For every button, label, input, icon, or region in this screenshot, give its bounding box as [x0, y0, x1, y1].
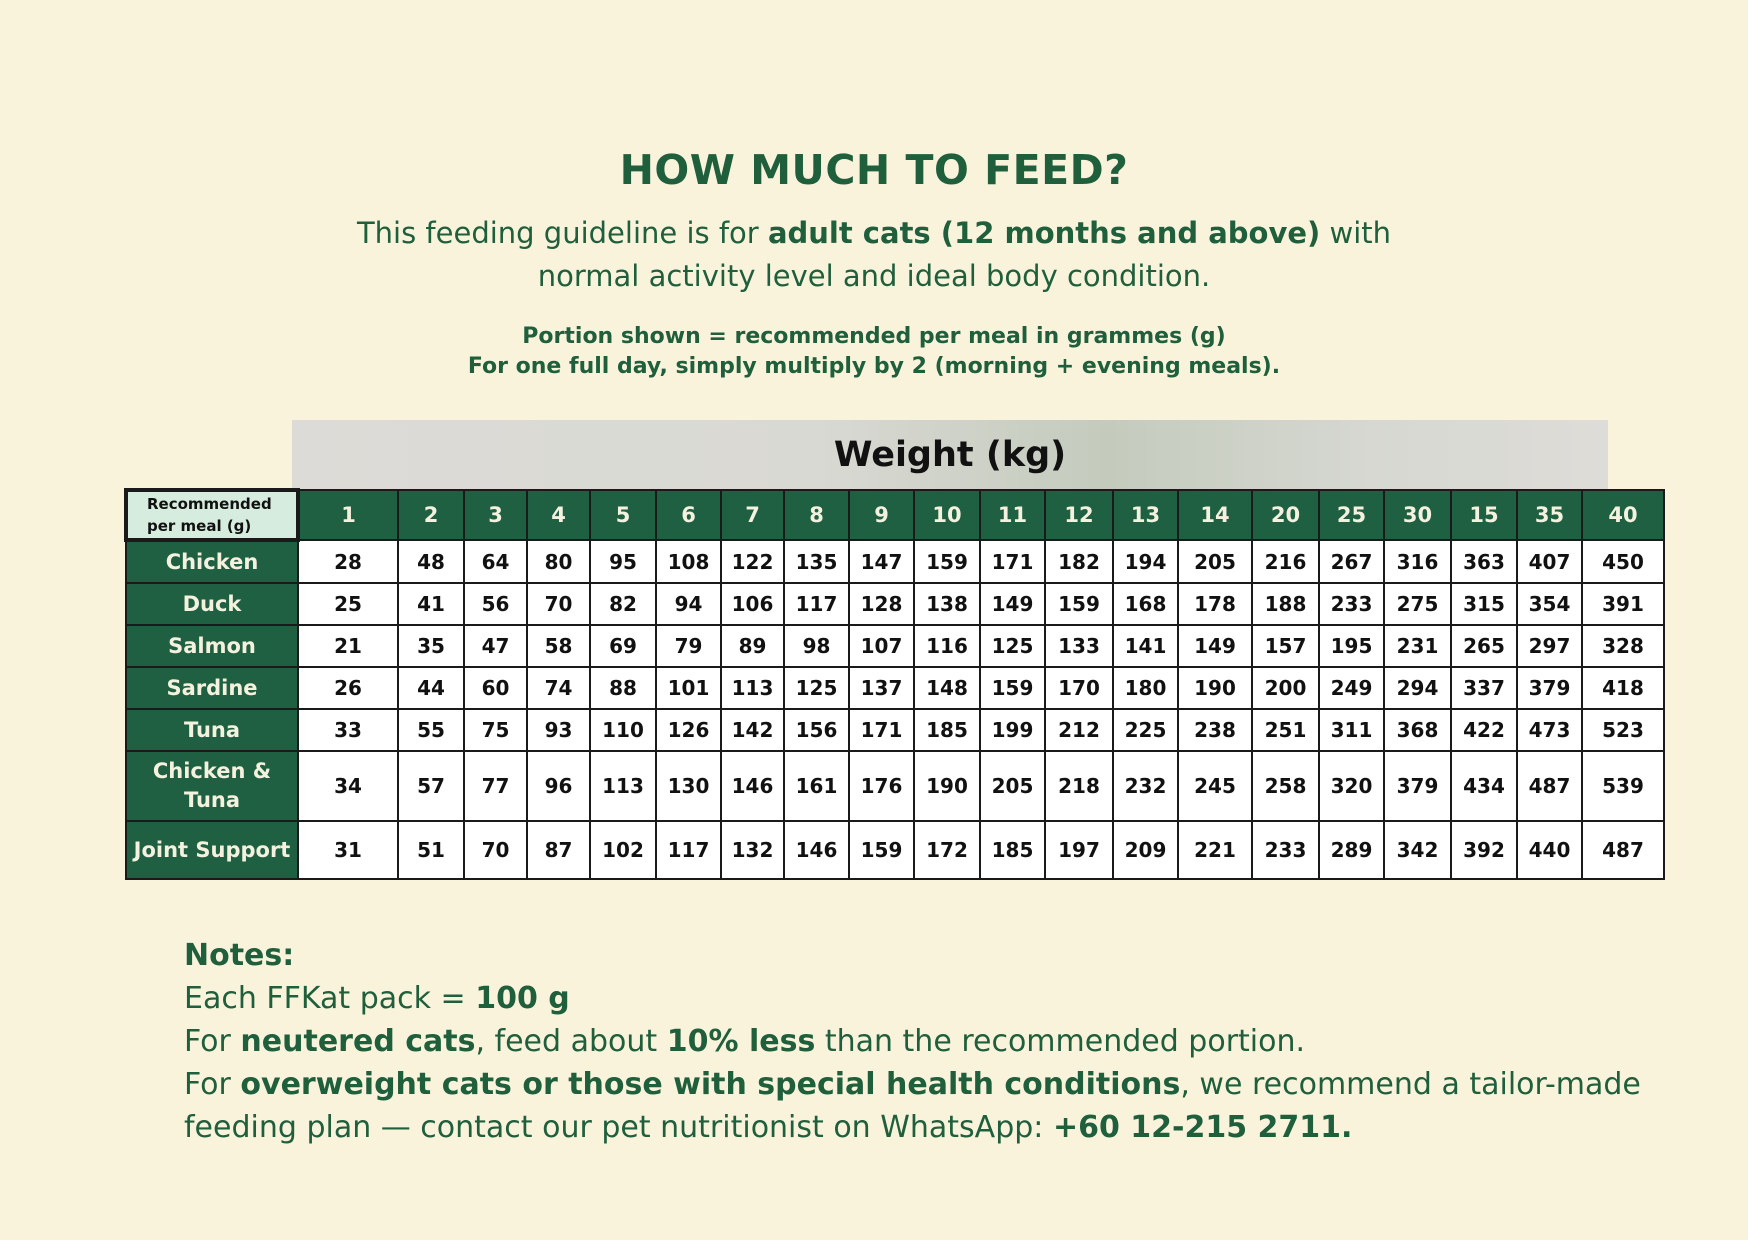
table-cell: 392	[1451, 821, 1517, 879]
table-cell: 93	[527, 709, 590, 751]
neutered-bold: neutered cats	[240, 1024, 476, 1059]
table-row	[126, 821, 1664, 879]
table-cell: 391	[1582, 583, 1664, 625]
table-cell: 199	[980, 709, 1045, 751]
phone-number: +60 12-215 2711.	[1052, 1110, 1353, 1145]
row-label: Duck	[126, 583, 298, 625]
table-cell: 316	[1384, 540, 1451, 583]
table-cell: 265	[1451, 625, 1517, 667]
note-contact	[184, 1106, 1684, 1149]
table-cell: 122	[721, 540, 784, 583]
table-cell: 171	[849, 709, 914, 751]
table-cell: 233	[1319, 583, 1384, 625]
weight-header-cell: 2	[398, 490, 464, 540]
feeding-table	[124, 488, 1665, 880]
table-cell: 190	[914, 751, 980, 821]
table-cell: 212	[1045, 709, 1113, 751]
table-cell: 34	[298, 751, 398, 821]
intro-after: with	[1320, 216, 1392, 250]
table-cell: 188	[1252, 583, 1319, 625]
table-cell: 33	[298, 709, 398, 751]
table-cell: 159	[849, 821, 914, 879]
table-cell: 473	[1517, 709, 1582, 751]
table-cell: 130	[656, 751, 721, 821]
table-cell: 106	[721, 583, 784, 625]
table-cell: 156	[784, 709, 849, 751]
weight-header-cell: 20	[1252, 490, 1319, 540]
weight-header-cell: 3	[464, 490, 527, 540]
note-overweight	[184, 1063, 1684, 1106]
table-row	[126, 751, 1664, 821]
table-cell: 60	[464, 667, 527, 709]
table-cell: 117	[784, 583, 849, 625]
intro-text	[274, 212, 1474, 298]
table-cell: 95	[590, 540, 656, 583]
table-cell: 101	[656, 667, 721, 709]
table-cell: 232	[1113, 751, 1178, 821]
row-label: Joint Support	[126, 821, 298, 879]
weight-header-cell: 4	[527, 490, 590, 540]
weight-header-cell: 1	[298, 490, 398, 540]
table-cell: 200	[1252, 667, 1319, 709]
table-cell: 422	[1451, 709, 1517, 751]
table-cell: 159	[914, 540, 980, 583]
row-label: Sardine	[126, 667, 298, 709]
weight-header-cell: 12	[1045, 490, 1113, 540]
corner-label	[126, 490, 298, 540]
weight-header-cell: 15	[1451, 490, 1517, 540]
table-cell: 128	[849, 583, 914, 625]
table-cell: 440	[1517, 821, 1582, 879]
neutered-percent: 10% less	[666, 1024, 816, 1059]
table-cell: 434	[1451, 751, 1517, 821]
overweight-text-1: For	[184, 1067, 241, 1102]
intro-before: This feeding guideline is for	[356, 216, 768, 250]
table-cell: 41	[398, 583, 464, 625]
row-label-line1: Chicken &	[152, 759, 272, 783]
table-cell: 87	[527, 821, 590, 879]
table-cell: 98	[784, 625, 849, 667]
table-cell: 176	[849, 751, 914, 821]
intro-bold: adult cats (12 months and above)	[767, 216, 1321, 250]
overweight-text-2: , we recommend a tailor-made	[1180, 1067, 1641, 1102]
table-cell: 148	[914, 667, 980, 709]
table-cell: 190	[1178, 667, 1252, 709]
table-cell: 74	[527, 667, 590, 709]
table-cell: 233	[1252, 821, 1319, 879]
table-cell: 94	[656, 583, 721, 625]
note-neutered	[184, 1020, 1684, 1063]
table-cell: 135	[784, 540, 849, 583]
table-cell: 368	[1384, 709, 1451, 751]
table-cell: 168	[1113, 583, 1178, 625]
table-cell: 159	[1045, 583, 1113, 625]
table-cell: 294	[1384, 667, 1451, 709]
table-cell: 110	[590, 709, 656, 751]
table-cell: 28	[298, 540, 398, 583]
table-cell: 132	[721, 821, 784, 879]
table-cell: 69	[590, 625, 656, 667]
table-cell: 75	[464, 709, 527, 751]
table-cell: 238	[1178, 709, 1252, 751]
table-cell: 80	[527, 540, 590, 583]
weight-header-cell: 6	[656, 490, 721, 540]
weight-header-cell: 13	[1113, 490, 1178, 540]
table-cell: 21	[298, 625, 398, 667]
table-cell: 523	[1582, 709, 1664, 751]
table-cell: 35	[398, 625, 464, 667]
table-cell: 126	[656, 709, 721, 751]
table-cell: 315	[1451, 583, 1517, 625]
table-cell: 218	[1045, 751, 1113, 821]
table-cell: 48	[398, 540, 464, 583]
weight-header-cell: 11	[980, 490, 1045, 540]
table-cell: 56	[464, 583, 527, 625]
table-cell: 117	[656, 821, 721, 879]
table-cell: 221	[1178, 821, 1252, 879]
overweight-bold: overweight cats or those with special health conditions	[240, 1067, 1181, 1102]
table-row	[126, 625, 1664, 667]
weight-header-cell: 7	[721, 490, 784, 540]
notes-heading: Notes:	[184, 938, 295, 973]
weight-header-cell: 14	[1178, 490, 1252, 540]
table-cell: 51	[398, 821, 464, 879]
table-cell: 159	[980, 667, 1045, 709]
table-row	[126, 709, 1664, 751]
table-cell: 141	[1113, 625, 1178, 667]
table-cell: 146	[784, 821, 849, 879]
table-cell: 171	[980, 540, 1045, 583]
row-label: Tuna	[126, 709, 298, 751]
table-cell: 88	[590, 667, 656, 709]
portion-line2: For one full day, simply multiply by 2 (morning + evening meals).	[467, 354, 1281, 379]
table-cell: 82	[590, 583, 656, 625]
table-cell: 289	[1319, 821, 1384, 879]
table-cell: 379	[1517, 667, 1582, 709]
table-row	[126, 667, 1664, 709]
intro-line2: normal activity level and ideal body condition.	[537, 259, 1211, 293]
table-cell: 216	[1252, 540, 1319, 583]
table-cell: 297	[1517, 625, 1582, 667]
table-cell: 539	[1582, 751, 1664, 821]
table-cell: 275	[1384, 583, 1451, 625]
table-cell: 113	[590, 751, 656, 821]
table-cell: 157	[1252, 625, 1319, 667]
weight-header-cell: 9	[849, 490, 914, 540]
weight-header-cell: 35	[1517, 490, 1582, 540]
table-cell: 267	[1319, 540, 1384, 583]
table-cell: 113	[721, 667, 784, 709]
table-cell: 180	[1113, 667, 1178, 709]
table-row	[126, 540, 1664, 583]
table-cell: 70	[464, 821, 527, 879]
table-cell: 96	[527, 751, 590, 821]
table-cell: 146	[721, 751, 784, 821]
table-cell: 47	[464, 625, 527, 667]
table-cell: 149	[980, 583, 1045, 625]
pack-text: Each FFKat pack =	[184, 981, 476, 1016]
table-cell: 178	[1178, 583, 1252, 625]
table-cell: 205	[1178, 540, 1252, 583]
table-cell: 55	[398, 709, 464, 751]
portion-note	[274, 322, 1474, 382]
table-row	[126, 583, 1664, 625]
neutered-text-2: , feed about	[475, 1024, 667, 1059]
weight-header: Weight (kg)	[292, 420, 1608, 490]
table-cell: 64	[464, 540, 527, 583]
corner-line2: per meal (g)	[147, 517, 252, 535]
table-cell: 77	[464, 751, 527, 821]
table-cell: 249	[1319, 667, 1384, 709]
table-cell: 79	[656, 625, 721, 667]
table-cell: 251	[1252, 709, 1319, 751]
table-cell: 26	[298, 667, 398, 709]
table-cell: 108	[656, 540, 721, 583]
table-cell: 231	[1384, 625, 1451, 667]
table-cell: 44	[398, 667, 464, 709]
table-cell: 89	[721, 625, 784, 667]
notes	[184, 934, 1684, 1149]
neutered-text-1: For	[184, 1024, 241, 1059]
table-cell: 209	[1113, 821, 1178, 879]
weight-header-cell: 30	[1384, 490, 1451, 540]
table-cell: 320	[1319, 751, 1384, 821]
table-cell: 133	[1045, 625, 1113, 667]
table-cell: 137	[849, 667, 914, 709]
table-cell: 205	[980, 751, 1045, 821]
table-cell: 107	[849, 625, 914, 667]
note-pack	[184, 977, 1684, 1020]
page-title: HOW MUCH TO FEED?	[619, 146, 1129, 194]
table-cell: 170	[1045, 667, 1113, 709]
table-cell: 311	[1319, 709, 1384, 751]
corner-line1: Recommended	[147, 495, 272, 513]
row-label-line2: Tuna	[183, 788, 241, 812]
pack-value: 100 g	[475, 981, 570, 1016]
table-cell: 225	[1113, 709, 1178, 751]
table-cell: 125	[784, 667, 849, 709]
table-cell: 418	[1582, 667, 1664, 709]
table-cell: 147	[849, 540, 914, 583]
table-cell: 161	[784, 751, 849, 821]
table-cell: 194	[1113, 540, 1178, 583]
weight-header-cell: 8	[784, 490, 849, 540]
table-cell: 328	[1582, 625, 1664, 667]
table-cell: 102	[590, 821, 656, 879]
weight-header-cell: 40	[1582, 490, 1664, 540]
contact-text: feeding plan — contact our pet nutritionist on WhatsApp:	[184, 1110, 1053, 1145]
table-cell: 142	[721, 709, 784, 751]
table-cell: 407	[1517, 540, 1582, 583]
weight-header-cell: 10	[914, 490, 980, 540]
table-cell: 185	[980, 821, 1045, 879]
table-cell: 25	[298, 583, 398, 625]
table-cell: 245	[1178, 751, 1252, 821]
table-cell: 138	[914, 583, 980, 625]
table-cell: 363	[1451, 540, 1517, 583]
table-cell: 185	[914, 709, 980, 751]
table-cell: 450	[1582, 540, 1664, 583]
table-cell: 149	[1178, 625, 1252, 667]
table-cell: 182	[1045, 540, 1113, 583]
table-cell: 197	[1045, 821, 1113, 879]
table-cell: 354	[1517, 583, 1582, 625]
table-cell: 342	[1384, 821, 1451, 879]
table-cell: 487	[1517, 751, 1582, 821]
row-label: Salmon	[126, 625, 298, 667]
table-cell: 58	[527, 625, 590, 667]
table-cell: 337	[1451, 667, 1517, 709]
weight-row	[126, 490, 1664, 540]
table-cell: 125	[980, 625, 1045, 667]
table-cell: 116	[914, 625, 980, 667]
weight-header-cell: 5	[590, 490, 656, 540]
table-cell: 172	[914, 821, 980, 879]
table-cell: 487	[1582, 821, 1664, 879]
table-cell: 70	[527, 583, 590, 625]
table-cell: 31	[298, 821, 398, 879]
portion-line1: Portion shown = recommended per meal in grammes (g)	[522, 324, 1226, 349]
table-cell: 258	[1252, 751, 1319, 821]
neutered-text-3: than the recommended portion.	[815, 1024, 1306, 1059]
table-cell: 57	[398, 751, 464, 821]
row-label: Chicken	[126, 540, 298, 583]
weight-header-cell: 25	[1319, 490, 1384, 540]
row-label	[126, 751, 298, 821]
table-cell: 379	[1384, 751, 1451, 821]
table-cell: 195	[1319, 625, 1384, 667]
